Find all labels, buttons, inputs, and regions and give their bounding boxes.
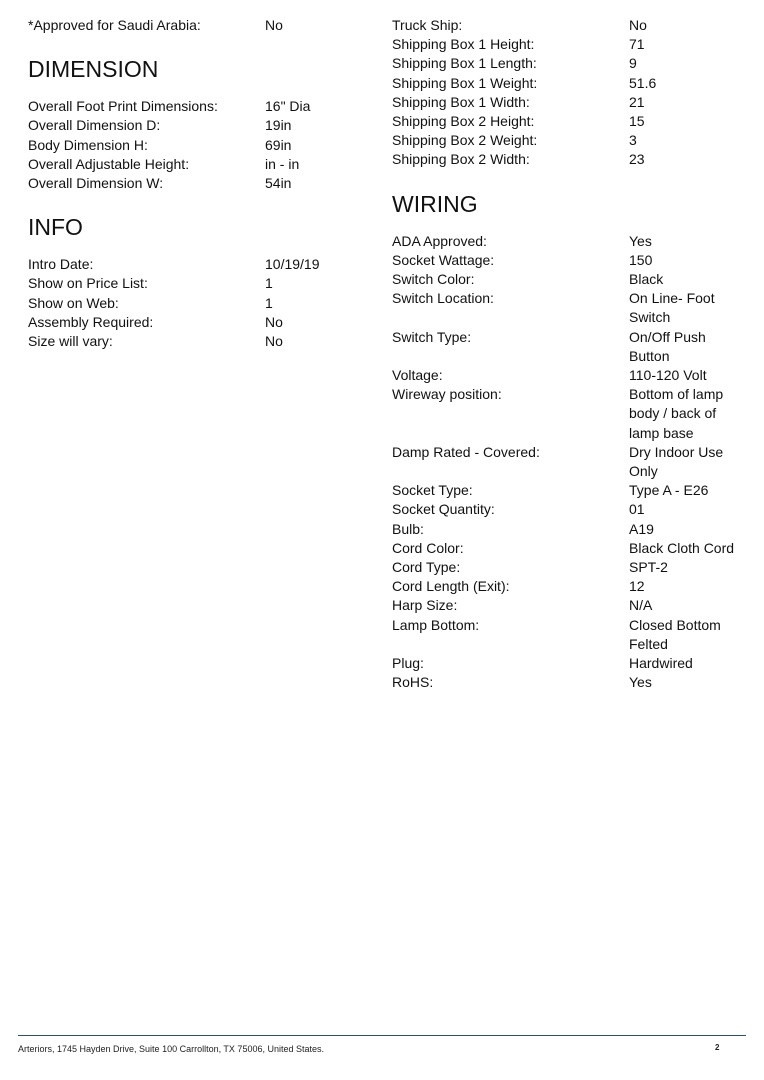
spec-row bbox=[28, 97, 358, 116]
spec-label: Wireway position: bbox=[392, 386, 502, 403]
spec-value: SPT-2 bbox=[629, 559, 668, 576]
spec-value: 10/19/19 bbox=[265, 256, 320, 273]
spec-row bbox=[28, 274, 358, 293]
spec-label: Socket Quantity: bbox=[392, 501, 495, 518]
spec-row bbox=[392, 596, 742, 615]
spec-label: Voltage: bbox=[392, 367, 443, 384]
spec-row bbox=[392, 481, 742, 500]
spec-value: 1 bbox=[265, 275, 273, 292]
spec-label: Cord Type: bbox=[392, 559, 461, 576]
spec-row bbox=[28, 155, 358, 174]
spec-row bbox=[392, 385, 742, 443]
spec-value: 16" Dia bbox=[265, 98, 311, 115]
spec-label: Show on Web: bbox=[28, 294, 119, 311]
spec-value: 150 bbox=[629, 251, 653, 268]
spec-row bbox=[28, 294, 358, 313]
spec-value: Closed Bottom Felted bbox=[629, 616, 721, 652]
spec-label: Cord Length (Exit): bbox=[392, 578, 510, 595]
spec-value: Black Cloth Cord bbox=[629, 539, 735, 556]
page-number: 2 bbox=[715, 1043, 720, 1052]
spec-label: Socket Wattage: bbox=[392, 251, 495, 268]
spec-value: No bbox=[629, 17, 647, 33]
spec-value: Yes bbox=[629, 232, 652, 249]
spec-label: Cord Color: bbox=[392, 539, 464, 556]
spec-label: Shipping Box 1 Width: bbox=[392, 93, 530, 110]
spec-label: Assembly Required: bbox=[28, 313, 154, 330]
spec-label: Size will vary: bbox=[28, 333, 113, 350]
spec-value: A19 bbox=[629, 520, 654, 537]
spec-row bbox=[392, 654, 742, 673]
spec-row bbox=[392, 150, 742, 169]
spec-value: 23 bbox=[629, 151, 645, 168]
spec-label: Shipping Box 1 Height: bbox=[392, 36, 535, 53]
spec-value: 12 bbox=[629, 578, 645, 595]
spec-value: 19in bbox=[265, 117, 292, 134]
spec-row bbox=[392, 577, 742, 596]
spec-value: 69in bbox=[265, 136, 292, 153]
shipping-section bbox=[392, 16, 742, 170]
spec-row bbox=[392, 270, 742, 289]
spec-value: in - in bbox=[265, 155, 300, 172]
spec-value: Type A - E26 bbox=[629, 482, 709, 499]
spec-row bbox=[392, 673, 742, 692]
spec-value: No bbox=[265, 313, 283, 330]
spec-value: 1 bbox=[265, 294, 273, 311]
spec-label: Socket Type: bbox=[392, 482, 473, 499]
spec-row bbox=[28, 332, 358, 351]
spec-label: Lamp Bottom: bbox=[392, 616, 480, 633]
spec-label: Overall Dimension W: bbox=[28, 175, 164, 192]
footer-divider bbox=[18, 1035, 746, 1036]
spec-value: Bottom of lamp body / back of lamp base bbox=[629, 386, 724, 441]
spec-label: Truck Ship: bbox=[392, 17, 463, 33]
spec-value: 71 bbox=[629, 36, 645, 53]
spec-row bbox=[392, 520, 742, 539]
spec-row bbox=[28, 313, 358, 332]
spec-value: Hardwired bbox=[629, 655, 693, 672]
spec-value: No bbox=[265, 17, 283, 33]
spec-row bbox=[392, 616, 742, 654]
spec-row bbox=[28, 136, 358, 155]
spec-value: Black bbox=[629, 271, 664, 288]
spec-value: Dry Indoor Use Only bbox=[629, 443, 724, 480]
dimension-section bbox=[28, 97, 358, 193]
spec-value: 21 bbox=[629, 93, 645, 110]
spec-row bbox=[28, 116, 358, 135]
spec-label: *Approved for Saudi Arabia: bbox=[28, 17, 201, 33]
spec-row bbox=[392, 558, 742, 577]
spec-label: Show on Price List: bbox=[28, 275, 148, 292]
spec-row bbox=[392, 16, 742, 35]
spec-row bbox=[28, 16, 358, 35]
spec-label: Harp Size: bbox=[392, 597, 458, 614]
spec-row bbox=[392, 289, 742, 327]
spec-row bbox=[392, 131, 742, 150]
spec-row bbox=[28, 174, 358, 193]
info-section bbox=[28, 255, 358, 351]
spec-label: Shipping Box 1 Weight: bbox=[392, 74, 538, 91]
spec-value: On Line- Foot Switch bbox=[629, 290, 715, 326]
spec-label: Switch Type: bbox=[392, 328, 472, 345]
spec-value: Yes bbox=[629, 674, 652, 691]
spec-value: 51.6 bbox=[629, 74, 657, 91]
spec-label: Shipping Box 1 Length: bbox=[392, 55, 537, 72]
spec-label: Switch Color: bbox=[392, 271, 475, 288]
spec-label: RoHS: bbox=[392, 674, 434, 691]
spec-value: 01 bbox=[629, 501, 645, 518]
wiring-section bbox=[392, 232, 742, 693]
spec-label: Shipping Box 2 Width: bbox=[392, 151, 530, 168]
spec-row bbox=[392, 74, 742, 93]
right-column bbox=[392, 16, 742, 693]
spec-label: Bulb: bbox=[392, 520, 424, 537]
spec-label: Overall Adjustable Height: bbox=[28, 155, 190, 172]
spec-value: 110-120 Volt bbox=[629, 367, 707, 384]
spec-label: Intro Date: bbox=[28, 256, 94, 273]
spec-value: 15 bbox=[629, 113, 645, 130]
left-column bbox=[28, 16, 358, 351]
spec-row bbox=[392, 251, 742, 270]
spec-label: Damp Rated - Covered: bbox=[392, 443, 540, 460]
spec-value: N/A bbox=[629, 597, 653, 614]
spec-label: Overall Dimension D: bbox=[28, 117, 161, 134]
spec-label: Switch Location: bbox=[392, 290, 494, 307]
spec-value: 3 bbox=[629, 132, 637, 149]
wiring-heading: WIRING bbox=[392, 190, 478, 217]
spec-label: Plug: bbox=[392, 655, 424, 672]
spec-label: Body Dimension H: bbox=[28, 136, 148, 153]
spec-label: ADA Approved: bbox=[392, 232, 487, 249]
dimension-heading: DIMENSION bbox=[28, 56, 159, 83]
spec-value: 54in bbox=[265, 175, 292, 192]
spec-row bbox=[392, 500, 742, 519]
spec-label: Shipping Box 2 Weight: bbox=[392, 132, 538, 149]
left-top-section bbox=[28, 16, 358, 35]
spec-label: Overall Foot Print Dimensions: bbox=[28, 98, 218, 115]
spec-value: 9 bbox=[629, 55, 637, 72]
spec-row bbox=[392, 539, 742, 558]
spec-row bbox=[392, 232, 742, 251]
spec-row bbox=[392, 366, 742, 385]
spec-row bbox=[392, 54, 742, 73]
spec-row bbox=[392, 93, 742, 112]
spec-row bbox=[392, 35, 742, 54]
info-heading: INFO bbox=[28, 214, 83, 241]
spec-value: No bbox=[265, 333, 283, 350]
spec-row bbox=[392, 443, 742, 481]
spec-row bbox=[392, 328, 742, 366]
footer-address: Arteriors, 1745 Hayden Drive, Suite 100 Carrollton, TX 75006, United States. bbox=[18, 1044, 324, 1054]
spec-row bbox=[392, 112, 742, 131]
spec-value: On/Off Push Button bbox=[629, 328, 706, 364]
spec-row bbox=[28, 255, 358, 274]
spec-label: Shipping Box 2 Height: bbox=[392, 113, 535, 130]
